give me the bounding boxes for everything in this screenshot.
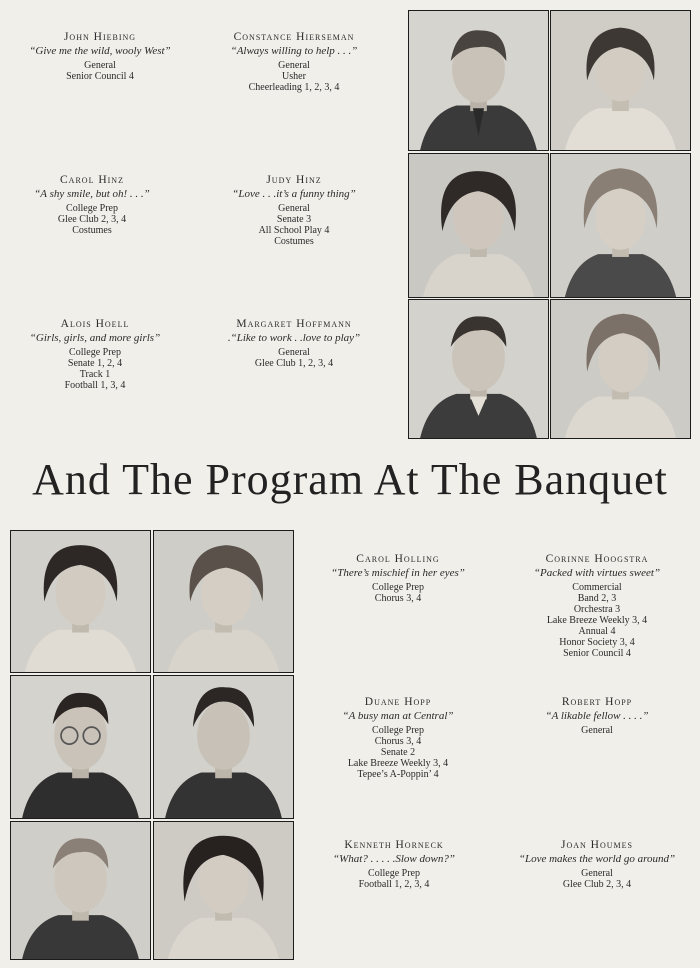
activity-line: Track 1 [79,369,111,380]
portrait-photo-corinne-hoogstra [153,530,294,673]
portrait-photo-constance-hierseman [550,10,691,151]
student-name: Duane Hopp [364,696,432,708]
student-name: Alois Hoell [60,318,130,330]
activity-line: Band 2, 3 [577,593,617,604]
activity-line: General [278,60,310,71]
student-name: Margaret Hoffmann [236,318,352,330]
activity-line: Chorus 3, 4 [374,736,422,747]
student-name: Constance Hierseman [233,31,355,43]
student-quote: .“Like to work . .love to play” [227,332,361,344]
activity-line: General [278,203,310,214]
student-quote: “Always willing to help . . .” [230,45,358,57]
entry-judy-hinz [194,175,394,247]
student-quote: “A likable fellow . . . .” [545,710,649,722]
portrait-photo-john-hiebing [408,10,549,151]
portrait-photo-joan-houmes [153,821,294,960]
student-name: Carol Hinz [60,174,124,186]
student-quote: “Packed with virtues sweet” [533,567,661,579]
portrait-photo-robert-hopp [153,675,294,819]
student-quote: “Give me the wild, wooly West” [29,45,171,57]
activity-line: General [84,60,116,71]
entry-carol-holling [298,554,498,604]
portrait-photo-duane-hopp [10,675,151,819]
activity-line: Costumes [72,225,112,236]
activity-line: Lake Breeze Weekly 3, 4 [546,615,648,626]
portrait-photo-judy-hinz [550,153,691,298]
activity-line: Senate 3 [276,214,312,225]
portrait-photo-kenneth-horneck [10,821,151,960]
activity-line: Senate 1, 2, 4 [67,358,123,369]
activity-line: Usher [282,71,306,82]
entry-john-hiebing [0,32,200,82]
student-name: Joan Houmes [561,839,633,851]
entry-corinne-hoogstra [497,554,697,659]
activity-line: Annual 4 [578,626,616,637]
activity-line: All School Play 4 [258,225,330,236]
student-name: John Hiebing [63,31,137,43]
student-name: Carol Holling [356,553,440,565]
page-headline: And The Program At The Banquet [32,455,668,504]
activity-line: General [581,725,613,736]
activity-line: Senior Council 4 [563,648,631,659]
activity-line: Glee Club 2, 3, 4 [562,879,632,890]
student-name: Robert Hopp [561,696,633,708]
portrait-photo-alois-hoell [408,299,549,439]
student-quote: “A shy smile, but oh! . . .” [34,188,150,200]
entry-duane-hopp [298,697,498,780]
entry-carol-hinz [0,175,192,236]
student-quote: “Love . . .it’s a funny thing” [232,188,356,200]
activity-line: Chorus 3, 4 [374,593,422,604]
portrait-photo-carol-hinz [408,153,549,298]
entry-alois-hoell [0,319,195,391]
activity-line: Honor Society 3, 4 [559,637,635,648]
activity-line: Lake Breeze Weekly 3, 4 [347,758,449,769]
activity-line: Commercial [572,582,622,593]
activity-line: College Prep [66,203,118,214]
portrait-photo-margaret-hoffmann [550,299,691,439]
activity-line: College Prep [69,347,121,358]
student-quote: “What? . . . . .Slow down?” [333,853,455,865]
entry-joan-houmes [497,840,697,890]
activity-line: Glee Club 1, 2, 3, 4 [254,358,334,369]
activity-line: General [278,347,310,358]
activity-line: Costumes [274,236,314,247]
student-quote: “Love makes the world go around” [518,853,676,865]
activity-line: Cheerleading 1, 2, 3, 4 [248,82,340,93]
activity-line: General [581,868,613,879]
activity-line: Glee Club 2, 3, 4 [57,214,127,225]
activity-line: Orchestra 3 [573,604,621,615]
student-name: Kenneth Horneck [344,839,444,851]
activity-line: Football 1, 2, 3, 4 [358,879,430,890]
activity-line: College Prep [372,582,424,593]
entry-constance-hierseman [194,32,394,93]
student-quote: “There’s mischief in her eyes” [331,567,465,579]
activity-line: Tepee’s A-Poppin’ 4 [357,769,439,780]
activity-line: Senior Council 4 [66,71,134,82]
activity-line: Football 1, 3, 4 [64,380,126,391]
student-quote: “A busy man at Central” [342,710,454,722]
activity-line: College Prep [372,725,424,736]
activity-line: College Prep [368,868,420,879]
student-name: Judy Hinz [266,174,322,186]
portrait-photo-carol-holling [10,530,151,673]
activity-line: Senate 2 [380,747,416,758]
student-quote: “Girls, girls, and more girls” [29,332,161,344]
student-name: Corinne Hoogstra [545,553,649,565]
entry-margaret-hoffmann [194,319,394,369]
entry-robert-hopp [497,697,697,736]
entry-kenneth-horneck [294,840,494,890]
